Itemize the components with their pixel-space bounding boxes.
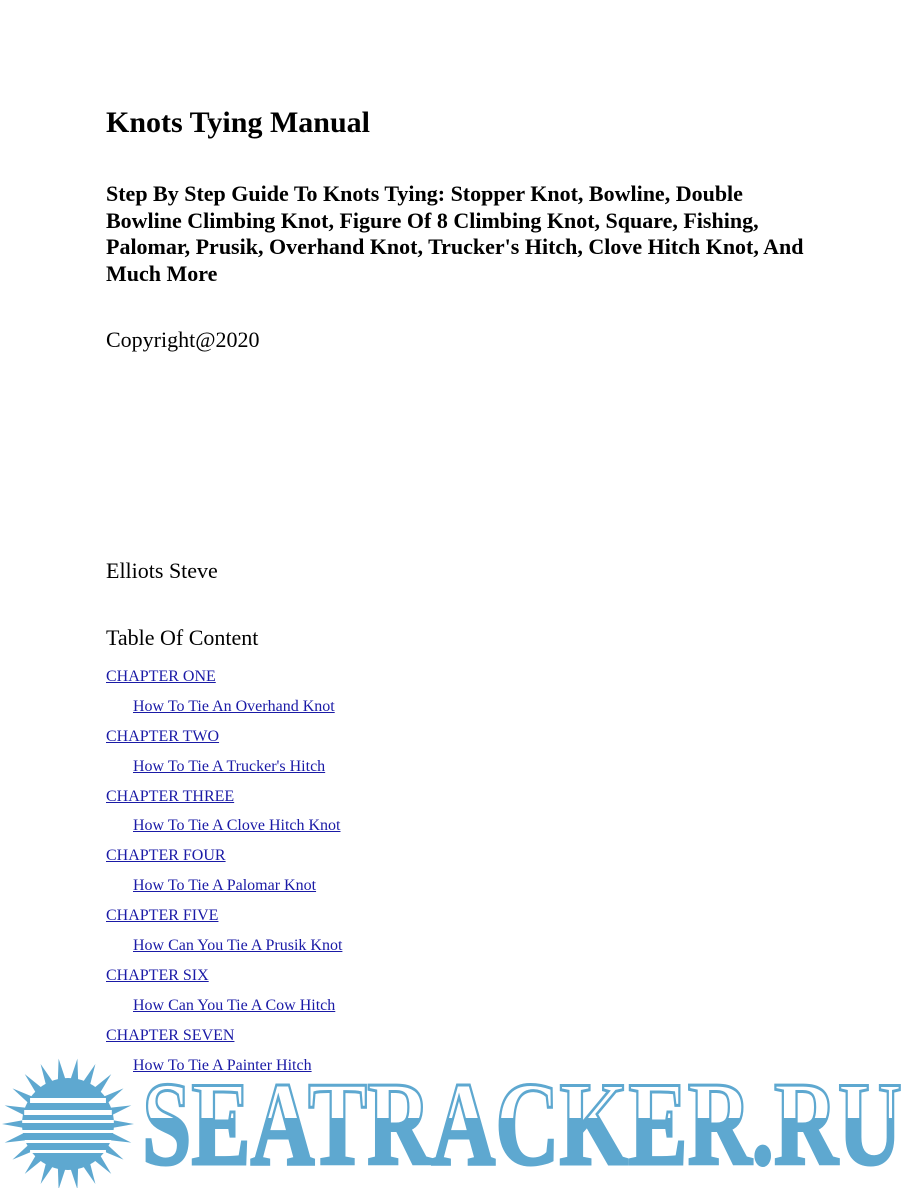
toc-chapter-item <box>106 784 342 814</box>
toc-chapter-item <box>106 843 342 873</box>
toc-section-link[interactable]: How To Tie An Overhand Knot <box>133 697 335 715</box>
toc-section-item <box>106 993 342 1023</box>
watermark-logo-text <box>142 1062 912 1182</box>
table-of-contents <box>106 664 342 1082</box>
toc-chapter-link[interactable]: CHAPTER ONE <box>106 668 216 685</box>
toc-section-item <box>106 933 342 963</box>
toc-chapter-link[interactable]: CHAPTER FIVE <box>106 907 219 925</box>
toc-chapter-item <box>106 903 342 933</box>
toc-chapter-link[interactable]: CHAPTER THREE <box>106 787 235 805</box>
toc-chapter-link[interactable]: CHAPTER FOUR <box>106 847 226 865</box>
author-name: Elliots Steve <box>106 558 218 583</box>
watermark <box>0 1052 922 1191</box>
toc-chapter-link[interactable]: CHAPTER TWO <box>106 727 220 745</box>
toc-chapter-item <box>106 1023 342 1053</box>
toc-section-item <box>106 754 342 784</box>
toc-chapter-item <box>106 963 342 993</box>
toc-chapter-link[interactable]: CHAPTER SEVEN <box>106 1026 235 1044</box>
document-subtitle: Step By Step Guide To Knots Tying: Stopper Knot, Bowline, Double Bowline Climbing Knot, Figure Of 8 Climbing Knot, Square, Fishing, Palomar, Prusik, Overhand Knot, Trucker's Hitch, Clove Hitch Knot, And Much More <box>106 181 804 286</box>
toc-chapter-item <box>106 664 342 694</box>
toc-section-link[interactable]: How Can You Tie A Prusik Knot <box>133 937 343 955</box>
toc-section-item <box>106 873 342 903</box>
copyright-text: Copyright@2020 <box>106 327 260 352</box>
sun-icon <box>0 1058 140 1188</box>
svg-text:SEATRACKER.RU: SEATRACKER.RU <box>142 1062 902 1182</box>
toc-section-link[interactable]: How To Tie A Trucker's Hitch <box>133 757 326 775</box>
toc-heading: Table Of Content <box>106 625 259 650</box>
toc-chapter-link[interactable]: CHAPTER SIX <box>106 966 209 984</box>
toc-section-item <box>106 694 342 724</box>
document-title: Knots Tying Manual <box>106 106 370 139</box>
toc-section-link[interactable]: How To Tie A Painter Hitch <box>133 1056 312 1074</box>
toc-section-link[interactable]: How Can You Tie A Cow Hitch <box>133 996 336 1014</box>
toc-section-item <box>106 813 342 843</box>
toc-section-link[interactable]: How To Tie A Clove Hitch Knot <box>133 817 341 835</box>
toc-section-link[interactable]: How To Tie A Palomar Knot <box>133 877 317 895</box>
toc-chapter-item <box>106 724 342 754</box>
